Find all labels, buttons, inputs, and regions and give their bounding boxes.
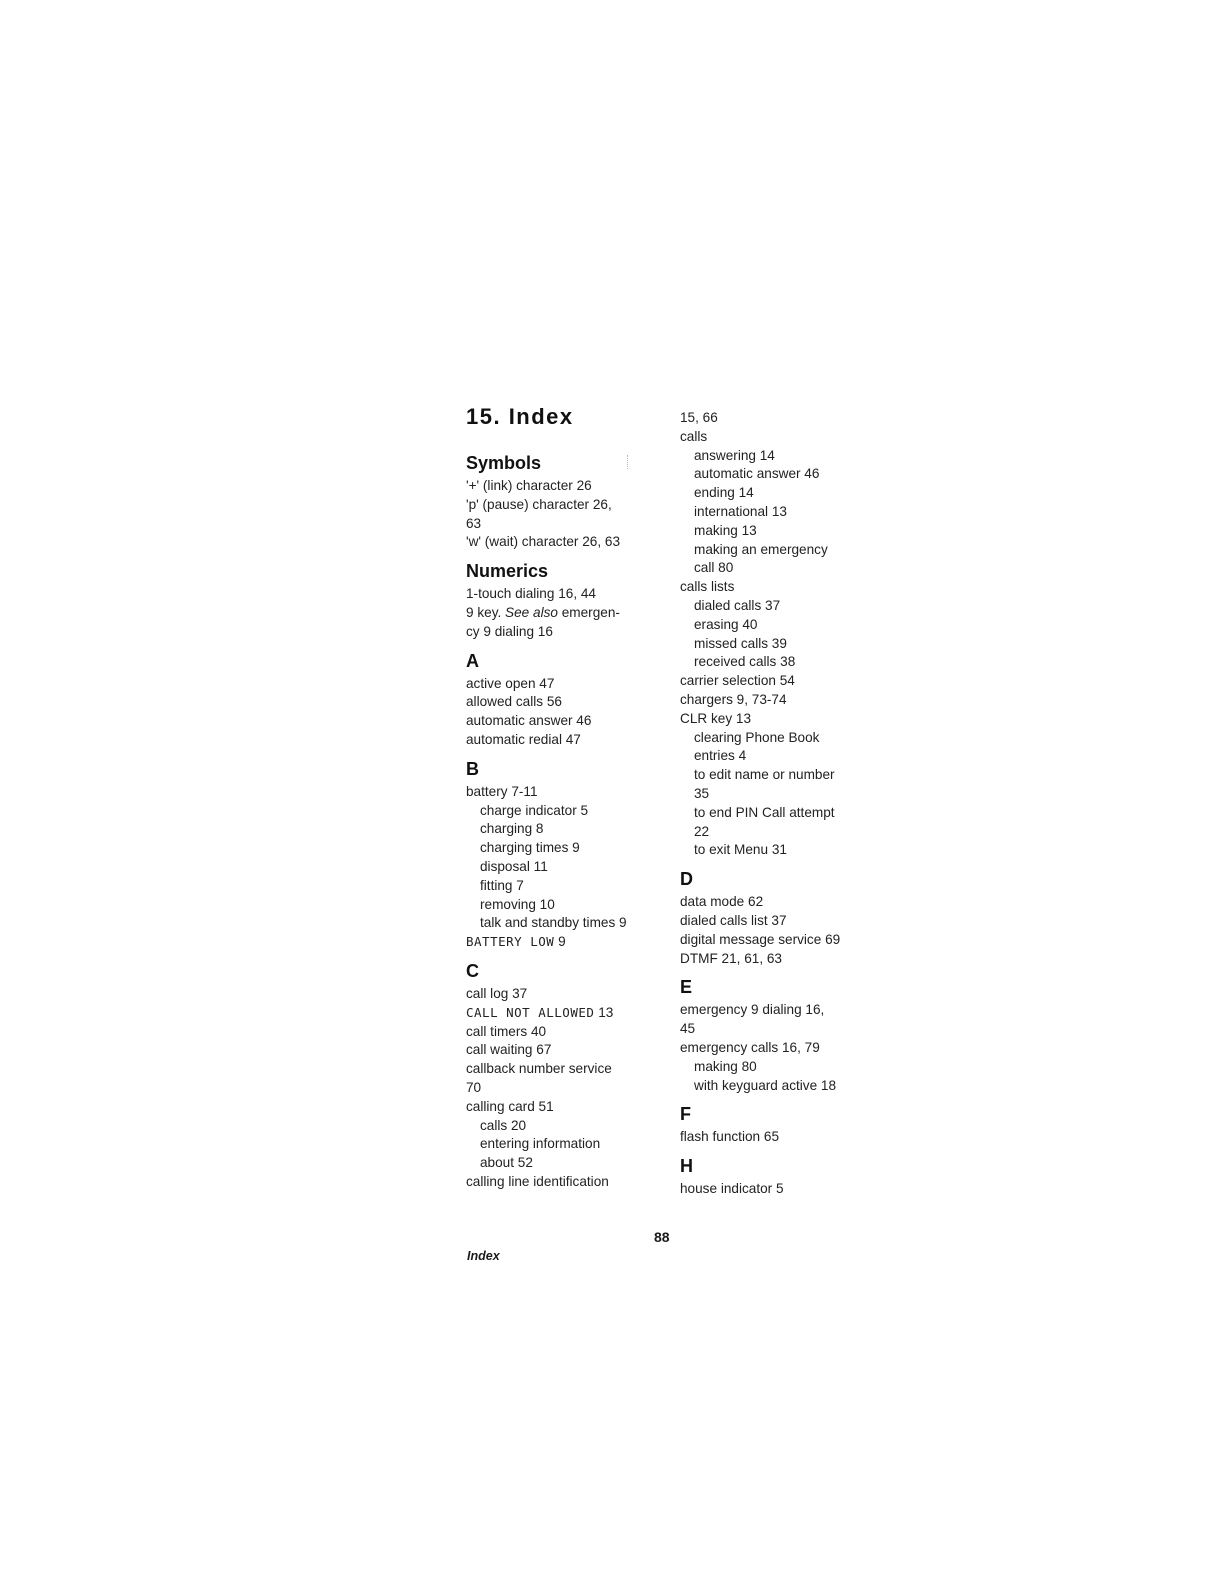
index-entry: battery 7-11 bbox=[466, 783, 538, 799]
section-gap bbox=[466, 552, 666, 560]
index-subentry: charging 8 bbox=[480, 821, 544, 837]
index-entry: 70 bbox=[466, 1079, 482, 1095]
page-reference: 13 bbox=[594, 1004, 614, 1020]
index-subentry: fitting 7 bbox=[480, 877, 524, 893]
index-subentry: clearing Phone Book bbox=[694, 729, 820, 745]
section-gap bbox=[680, 860, 880, 868]
see-also-reference: See also bbox=[505, 604, 558, 620]
index-subentry: charge indicator 5 bbox=[480, 802, 589, 818]
index-entry: call log 37 bbox=[466, 985, 528, 1001]
index-entry bbox=[466, 604, 666, 623]
index-entry: digital message service 69 bbox=[680, 931, 841, 947]
index-subentry: 35 bbox=[694, 785, 710, 801]
index-subentry: international 13 bbox=[694, 503, 787, 519]
index-subentry: about 52 bbox=[480, 1155, 533, 1171]
index-entry: 63 bbox=[466, 515, 482, 531]
section-gap bbox=[466, 750, 666, 758]
index-subentry: calls 20 bbox=[480, 1117, 527, 1133]
index-entry: automatic answer 46 bbox=[466, 713, 592, 729]
index-subentry: answering 14 bbox=[694, 447, 775, 463]
index-subentry: removing 10 bbox=[480, 896, 555, 912]
index-subentry: received calls 38 bbox=[694, 654, 796, 670]
index-subentry: making 13 bbox=[694, 522, 757, 538]
section-heading: D bbox=[680, 869, 693, 890]
index-entry: calling card 51 bbox=[466, 1098, 554, 1114]
display-message-text: BATTERY LOW bbox=[466, 934, 555, 950]
index-subentry: erasing 40 bbox=[694, 616, 758, 632]
index-entry: emergency calls 16, 79 bbox=[680, 1039, 820, 1055]
index-entry: '+' (link) character 26 bbox=[466, 478, 592, 493]
index-entry: house indicator 5 bbox=[680, 1181, 784, 1197]
section-heading: B bbox=[466, 758, 479, 779]
index-subentry: with keyguard active 18 bbox=[694, 1077, 837, 1093]
index-entry: data mode 62 bbox=[680, 894, 764, 910]
index-subentry: charging times 9 bbox=[480, 840, 580, 856]
index-entry: 45 bbox=[680, 1021, 696, 1037]
index-subentry: making an emergency bbox=[694, 541, 828, 557]
index-entry: 'p' (pause) character 26, bbox=[466, 496, 612, 512]
index-entry: emergency 9 dialing 16, bbox=[680, 1002, 825, 1018]
section-gap bbox=[466, 952, 666, 960]
index-entry: active open 47 bbox=[466, 675, 555, 691]
section-heading: Symbols bbox=[466, 453, 542, 473]
index-entry: CLR key 13 bbox=[680, 710, 752, 726]
display-message-text: CALL NOT ALLOWED bbox=[466, 1004, 595, 1020]
page-title: 15. Index bbox=[466, 404, 574, 429]
section-heading: E bbox=[680, 977, 693, 998]
index-subentry: 22 bbox=[694, 823, 710, 839]
index-entry: calling line identification bbox=[466, 1173, 609, 1189]
index-subentry: dialed calls 37 bbox=[694, 597, 781, 613]
index-subentry: missed calls 39 bbox=[694, 635, 787, 651]
index-subentry: to exit Menu 31 bbox=[694, 842, 787, 858]
section-gap bbox=[680, 1147, 880, 1155]
entry-text: 9 key. bbox=[466, 604, 506, 620]
section-heading: Numerics bbox=[466, 561, 549, 582]
index-subentry: making 80 bbox=[694, 1058, 757, 1074]
index-entry bbox=[466, 933, 666, 952]
index-subentry: to end PIN Call attempt bbox=[694, 804, 835, 820]
index-subentry: ending 14 bbox=[694, 485, 754, 501]
page-number: 88 bbox=[654, 1229, 670, 1245]
index-entry: flash function 65 bbox=[680, 1129, 779, 1145]
index-subentry: call 80 bbox=[694, 560, 734, 576]
index-entry: allowed calls 56 bbox=[466, 694, 562, 710]
entry-text-rest: emergen- bbox=[557, 604, 620, 620]
index-entry: calls lists bbox=[680, 579, 735, 595]
index-entry: call waiting 67 bbox=[466, 1042, 552, 1058]
index-entry: 15, 66 bbox=[680, 410, 718, 425]
index-entry: call timers 40 bbox=[466, 1023, 547, 1039]
index-entry: calls bbox=[680, 428, 708, 444]
section-gap bbox=[680, 968, 880, 976]
index-subentry: to edit name or number bbox=[694, 767, 835, 783]
section-gap bbox=[466, 642, 666, 650]
running-footer: Index bbox=[467, 1249, 500, 1263]
section-gap bbox=[680, 1095, 880, 1103]
index-entry: 1-touch dialing 16, 44 bbox=[466, 586, 596, 602]
index-column-right bbox=[680, 409, 880, 1199]
index-subentry: talk and standby times 9 bbox=[480, 915, 627, 931]
index-entry: cy 9 dialing 16 bbox=[466, 623, 553, 639]
index-entry: callback number service bbox=[466, 1061, 612, 1077]
section-heading: C bbox=[466, 960, 479, 981]
index-entry: dialed calls list 37 bbox=[680, 912, 787, 928]
section-heading: F bbox=[680, 1104, 691, 1125]
index-column-left bbox=[466, 452, 666, 1192]
index-entry: chargers 9, 73-74 bbox=[680, 691, 787, 707]
index-entry: carrier selection 54 bbox=[680, 673, 795, 689]
section-heading: A bbox=[466, 650, 479, 671]
index-entry: automatic redial 47 bbox=[466, 731, 581, 747]
index-subentry: entering information bbox=[480, 1136, 601, 1152]
index-entry: 'w' (wait) character 26, 63 bbox=[466, 534, 621, 550]
index-entry: DTMF 21, 61, 63 bbox=[680, 950, 782, 966]
index-subentry: entries 4 bbox=[694, 748, 747, 764]
index-entry bbox=[466, 1004, 666, 1023]
index-subentry: disposal 11 bbox=[480, 858, 548, 874]
index-subentry: automatic answer 46 bbox=[694, 466, 820, 482]
section-heading: H bbox=[680, 1156, 693, 1177]
page-reference: 9 bbox=[554, 934, 566, 950]
